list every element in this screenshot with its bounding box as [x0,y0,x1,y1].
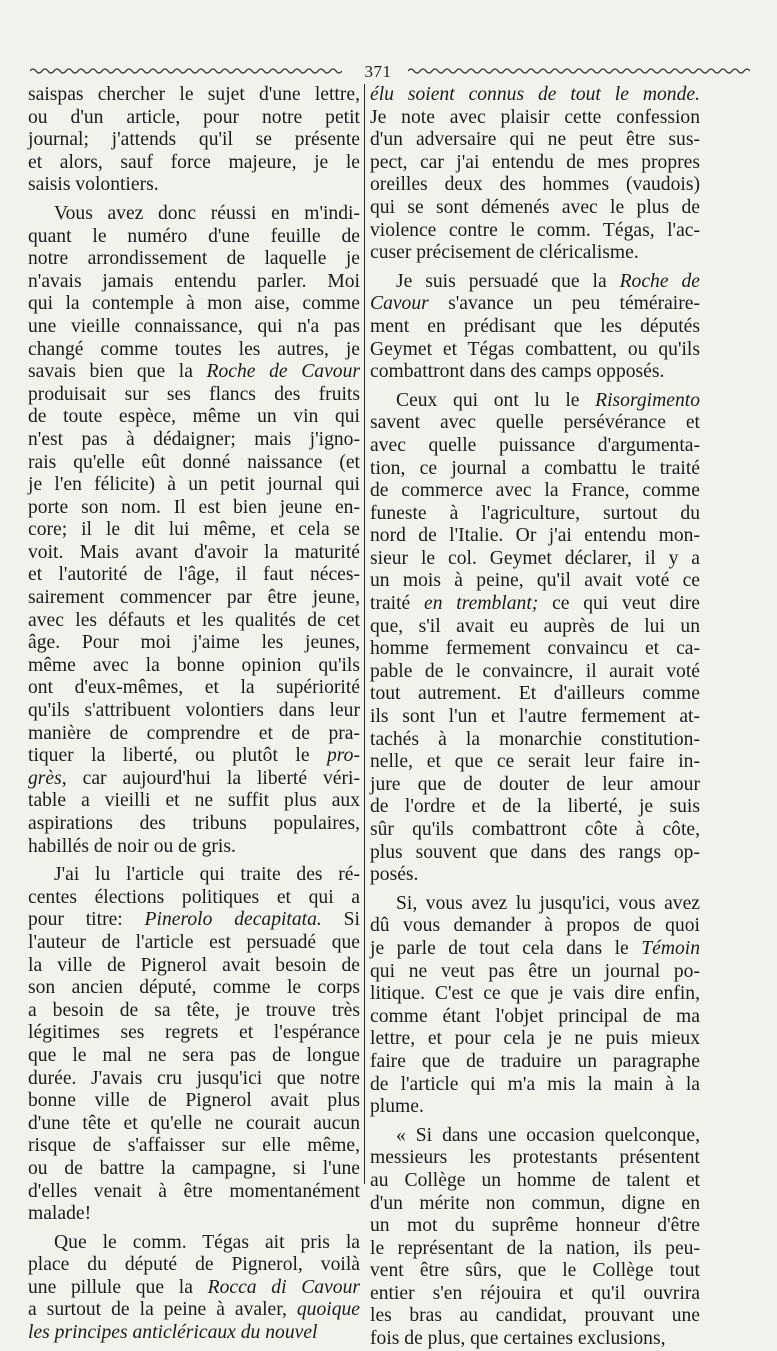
text-line: porte son nom. Il est bien jeune en- [28,496,360,518]
text-line: nord de l'Italie. Or j'ai entendu mon- [370,525,700,547]
text-line: faire que de traduire un paragraphe [370,1050,700,1072]
text-line: dû vous demander à propos de quoi [370,915,700,937]
text-line: Vous avez donc réussi en m'indi- [54,202,360,224]
header-ornament-right [408,67,750,75]
text-line: d'un mérite non commun, digne en [370,1192,700,1214]
text-line: durée. J'avais cru jusqu'ici que notre [28,1067,360,1089]
text-line: combattront dans des camps opposés. [370,361,665,383]
text-line: qu'ils s'attribuent volontiers dans leur [28,700,360,722]
text-line: table a vieilli et ne suffit plus aux [28,790,360,812]
text-line: Je suis persuadé que la Roche de [396,270,700,292]
text-line: d'elles venait à être momentanément [28,1180,360,1202]
text-line: une vieille connaissance, qui n'a pas [28,315,360,337]
text-line: messieurs les protestants présentent [370,1147,700,1169]
header-ornament-left [30,67,342,75]
text-line: Cavour s'avance un peu téméraire- [370,293,700,315]
text-line: l'auteur de l'article est persuadé que [28,931,360,953]
text-line: n'est pas à dédaigner; mais j'igno- [28,428,360,450]
text-line: les bras au candidat, prouvant une [370,1305,700,1327]
text-line: bonne ville de Pignerol avait plus [28,1090,360,1112]
text-line: habillés de noir ou de gris. [28,835,236,857]
text-line: tout autrement. Et d'ailleurs comme [370,683,700,705]
text-line: savais bien que la Roche de Cavour [28,361,360,383]
text-line: produisait sur ses flancs des fruits [28,383,360,405]
text-line: centes élections politiques et qui a [28,886,360,908]
text-line: n'avais jamais entendu parler. Moi [28,270,360,292]
text-line: de commerce avec la France, comme [370,480,700,502]
text-line: oreilles deux des hommes (vaudois) [370,174,700,196]
text-line: légitimes ses regrets et l'espérance [28,1022,360,1044]
text-line: grès, car aujourd'hui la liberté véri- [28,767,360,789]
text-line: quant le numéro d'une feuille de [28,225,360,247]
text-line: je parle de tout cela dans le Témoin [370,937,700,959]
text-line: âge. Pour moi j'aime les jeunes, [28,632,360,654]
column-divider [364,84,365,1184]
text-line: posés. [370,864,419,886]
text-line: les principes anticléricaux du nouvel [28,1322,318,1344]
text-line: de l'ordre et de la liberté, je suis [370,796,700,818]
text-line: a besoin de sa tête, je trouve très [28,999,360,1021]
text-line: tachés à la monarchie constitution- [370,728,700,750]
text-line: saispas chercher le sujet d'une lettre, [28,84,360,105]
text-line: lettre, et pour cela je ne puis mieux [370,1028,700,1050]
text-line: aspirations des tribuns populaires, [28,813,360,834]
text-line: fois de plus, que certaines exclusions, [370,1328,666,1350]
text-line: Ceux qui ont lu le Risorgimento [396,389,700,411]
text-line: a surtout de la peine à avaler, quoique [28,1299,360,1321]
text-line: tion, ce journal a combattu le traité [370,457,700,479]
text-line: cuser précisement de cléricalisme. [370,242,639,264]
text-line: pour titre: Pinerolo decapitata. Si [28,909,360,931]
text-line: son ancien député, comme le corps [28,977,360,999]
text-line: sieur le col. Geymet déclarer, il y a [370,547,700,569]
text-line: traité en tremblant; ce qui veut dire [370,593,700,615]
text-line: saisis volontiers. [28,174,159,196]
text-line: même avec la bonne opinion qu'ils [28,654,360,676]
text-line: qui la contemple à mon aise, comme [28,293,360,315]
text-line: Geymet et Tégas combattent, ou qu'ils [370,338,700,360]
text-line: au Collège un homme de talent et [370,1169,700,1191]
text-line: Si, vous avez lu jusqu'ici, vous avez [396,892,700,914]
text-line: un mois à peine, qu'il avait voté ce [370,570,700,592]
text-line: funeste à l'agriculture, surtout du [370,502,700,524]
text-line: avec les défauts et les qualités de cet [28,609,360,631]
text-line: pable de le convaincre, il aurait voté [370,660,700,682]
text-line: core; il le dit lui même, et cela se [28,519,360,541]
text-line: notre arrondissement de laquelle je [28,248,360,270]
text-line: place du député de Pignerol, voilà [28,1254,360,1276]
text-line: tiquer la liberté, ou plutôt le pro- [28,745,360,767]
text-line: le représentant de la nation, ils peu- [370,1237,700,1259]
text-line: ou d'un article, pour notre petit [28,106,360,128]
right-column [370,84,700,1351]
text-line: manière de comprendre et de pra- [28,722,360,744]
text-line: nelle, et que ce serait leur faire in- [370,751,700,773]
text-line: rais qu'elle eût donné naissance (et [28,451,360,473]
text-line: entier s'en réjouira et qu'il ouvrira [370,1282,700,1304]
text-line: ou de battre la campagne, si l'une [28,1157,360,1179]
page-header [30,62,750,82]
text-line: je l'en félicite) à un petit journal qui [28,474,360,496]
text-line: élu soient connus de tout le monde. [370,84,700,105]
text-line: sairement commencer par être jeune, [28,587,360,609]
text-line: homme fermement convaincu et ca- [370,638,700,660]
text-line: Je note avec plaisir cette confession [370,106,700,128]
text-line: que le mal ne sera pas de longue [28,1044,360,1066]
text-line: Que le comm. Tégas ait pris la [54,1231,360,1253]
text-line: savent avec quelle persévérance et [370,412,700,434]
text-line: vent être sûrs, que le Collège tout [370,1260,700,1282]
text-line: et alors, sauf force majeure, je le [28,151,360,173]
text-line: avec quelle puissance d'argumenta- [370,434,700,456]
text-line: J'ai lu l'article qui traite des ré- [54,864,360,886]
text-line: une pillule que la Rocca di Cavour [28,1276,360,1298]
text-line: de toute espèce, même un vin qui [28,406,360,428]
text-line: ils sont l'un et l'autre fermement at- [370,706,700,728]
text-line: « Si dans une occasion quelconque, [396,1124,700,1146]
text-line: qui ne veut pas être un journal po- [370,960,700,982]
text-line: violence contre le comm. Tégas, l'ac- [370,219,700,241]
text-line: comme étant l'objet principal de ma [370,1005,700,1027]
text-line: qui se sont démenés avec le plus de [370,196,700,218]
left-column [28,84,360,1345]
text-line: journal; j'attends qu'il se présente [28,129,360,151]
text-line: d'une tête et qu'elle ne courait aucun [28,1112,360,1134]
text-line: sûr qu'ils combattront côte à côte, [370,819,700,840]
text-line: de l'article qui m'a mis la main à la [370,1073,700,1095]
text-line: litique. C'est ce que je vais dire enfin, [370,983,700,1005]
text-line: plus souvent que dans des rangs op- [370,841,700,863]
text-line: ment en prédisant que les députés [370,315,700,337]
text-line: plume. [370,1096,424,1118]
text-line: d'un adversaire qui ne peut être sus- [370,129,700,151]
text-line: jure que de douter de leur amour [370,773,700,795]
text-line: la ville de Pignerol avait besoin de [28,954,360,976]
text-line: pect, car j'ai entendu de mes propres [370,151,700,173]
page-number: 371 [364,62,392,81]
text-line: voit. Mais avant d'avoir la maturité [28,541,360,563]
text-line: et l'autorité de l'âge, il faut néces- [28,564,360,586]
text-line: ont d'eux-mêmes, et la supériorité [28,677,360,699]
text-line: un mot du suprême honneur d'être [370,1215,700,1237]
text-line: risque de s'affaisser sur elle même, [28,1135,360,1157]
text-line: malade! [28,1203,92,1225]
text-line: que, s'il avait eu auprès de lui un [370,615,700,637]
text-line: changé comme toutes les autres, je [28,338,360,360]
